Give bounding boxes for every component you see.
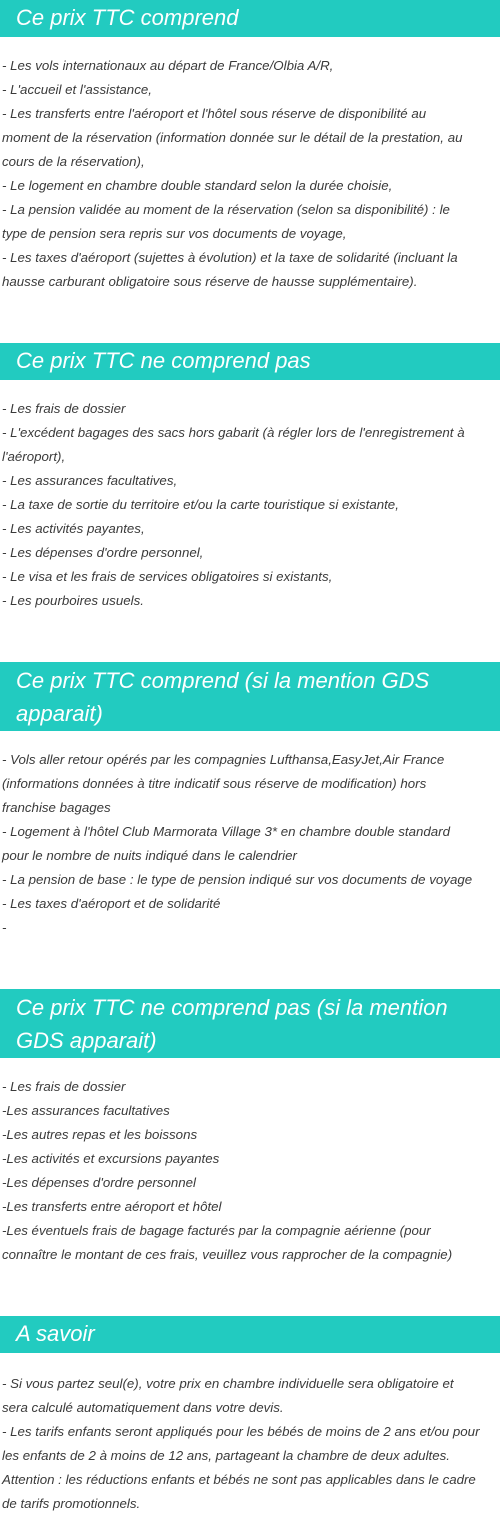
text-line: sera calculé automatiquement dans votre devis. bbox=[2, 1400, 284, 1415]
text-line: - Les assurances facultatives, bbox=[2, 473, 178, 488]
text-line: - Si vous partez seul(e), votre prix en chambre individuelle sera obligatoire et bbox=[2, 1376, 454, 1391]
text-line: - La pension validée au moment de la réservation (selon sa disponibilité) : le bbox=[2, 202, 450, 217]
text-line: - Le visa et les frais de services obligatoires si existants, bbox=[2, 569, 333, 584]
section-heading bbox=[0, 989, 500, 1058]
text-line: l'aéroport), bbox=[2, 449, 66, 464]
section-heading bbox=[0, 1316, 500, 1353]
text-line: - Vols aller retour opérés par les compagnies Lufthansa,EasyJet,Air France bbox=[2, 752, 445, 767]
text-line: - Les pourboires usuels. bbox=[2, 593, 144, 608]
section-heading bbox=[0, 0, 500, 37]
text-line: type de pension sera repris sur vos documents de voyage, bbox=[2, 226, 347, 241]
text-line: - Le logement en chambre double standard selon la durée choisie, bbox=[2, 178, 393, 193]
text-line: - Les activités payantes, bbox=[2, 521, 145, 536]
text-line: -Les assurances facultatives bbox=[2, 1103, 170, 1118]
text-line: - L'excédent bagages des sacs hors gabarit (à régler lors de l'enregistrement à bbox=[2, 425, 465, 440]
text-line: - L'accueil et l'assistance, bbox=[2, 82, 152, 97]
text-block bbox=[0, 748, 500, 940]
text-line: - Logement à l'hôtel Club Marmorata Village 3* en chambre double standard bbox=[2, 824, 451, 839]
text-block bbox=[0, 54, 500, 294]
text-line: -Les éventuels frais de bagage facturés par la compagnie aérienne (pour bbox=[2, 1223, 431, 1238]
text-line: -Les activités et excursions payantes bbox=[2, 1151, 220, 1166]
text-line: - Les vols internationaux au départ de France/Olbia A/R, bbox=[2, 58, 334, 73]
text-line: - Les tarifs enfants seront appliqués pour les bébés de moins de 2 ans et/ou pour bbox=[2, 1424, 480, 1439]
section-prix-ne-comprend-pas bbox=[0, 343, 500, 613]
text-line: - bbox=[2, 920, 7, 935]
text-line: - La pension de base : le type de pension indiqué sur vos documents de voyage bbox=[2, 872, 473, 887]
text-line: - Les frais de dossier bbox=[2, 1079, 126, 1094]
section-title-line: GDS apparait) bbox=[16, 1028, 157, 1053]
section-title: A savoir bbox=[16, 1321, 95, 1346]
section-heading bbox=[0, 343, 500, 380]
text-line: -Les autres repas et les boissons bbox=[2, 1127, 198, 1142]
text-line: - Les dépenses d'ordre personnel, bbox=[2, 545, 204, 560]
section-title-line: Ce prix TTC comprend (si la mention GDS bbox=[16, 668, 430, 693]
text-line: pour le nombre de nuits indiqué dans le calendrier bbox=[2, 848, 297, 863]
text-line: -Les dépenses d'ordre personnel bbox=[2, 1175, 196, 1190]
text-line: hausse carburant obligatoire sous réserve de hausse supplémentaire). bbox=[2, 274, 418, 289]
text-line: - Les taxes d'aéroport et de solidarité bbox=[2, 896, 221, 911]
section-prix-comprend-gds bbox=[0, 662, 500, 940]
text-line: les enfants de 2 à moins de 12 ans, partageant la chambre de deux adultes. bbox=[2, 1448, 450, 1463]
section-a-savoir bbox=[0, 1316, 500, 1516]
text-line: - Les taxes d'aéroport (sujettes à évolution) et la taxe de solidarité (incluant la bbox=[2, 250, 458, 265]
section-title: Ce prix TTC ne comprend pas bbox=[16, 348, 311, 373]
section-heading bbox=[0, 662, 500, 731]
text-line: cours de la réservation), bbox=[2, 154, 145, 169]
text-line: -Les transferts entre aéroport et hôtel bbox=[2, 1199, 222, 1214]
text-block bbox=[0, 1372, 500, 1516]
text-line: Attention : les réductions enfants et bébés ne sont pas applicables dans le cadre bbox=[2, 1472, 476, 1487]
text-block bbox=[0, 1075, 500, 1267]
section-title-line: apparait) bbox=[16, 701, 103, 726]
text-line: - La taxe de sortie du territoire et/ou la carte touristique si existante, bbox=[2, 497, 399, 512]
text-line: - Les transferts entre l'aéroport et l'hôtel sous réserve de disponibilité au bbox=[2, 106, 427, 121]
text-block bbox=[0, 397, 500, 613]
section-prix-ne-comprend-pas-gds bbox=[0, 989, 500, 1267]
text-line: - Les frais de dossier bbox=[2, 401, 126, 416]
text-line: (informations données à titre indicatif sous réserve de modification) hors bbox=[2, 776, 427, 791]
text-line: moment de la réservation (information donnée sur le détail de la prestation, au bbox=[2, 130, 463, 145]
text-line: connaître le montant de ces frais, veuillez vous rapprocher de la compagnie) bbox=[2, 1247, 453, 1262]
section-title: Ce prix TTC comprend bbox=[16, 5, 239, 30]
text-line: de tarifs promotionnels. bbox=[2, 1496, 141, 1511]
section-title-line: Ce prix TTC ne comprend pas (si la mention bbox=[16, 995, 448, 1020]
section-prix-comprend bbox=[0, 0, 500, 294]
text-line: franchise bagages bbox=[2, 800, 111, 815]
